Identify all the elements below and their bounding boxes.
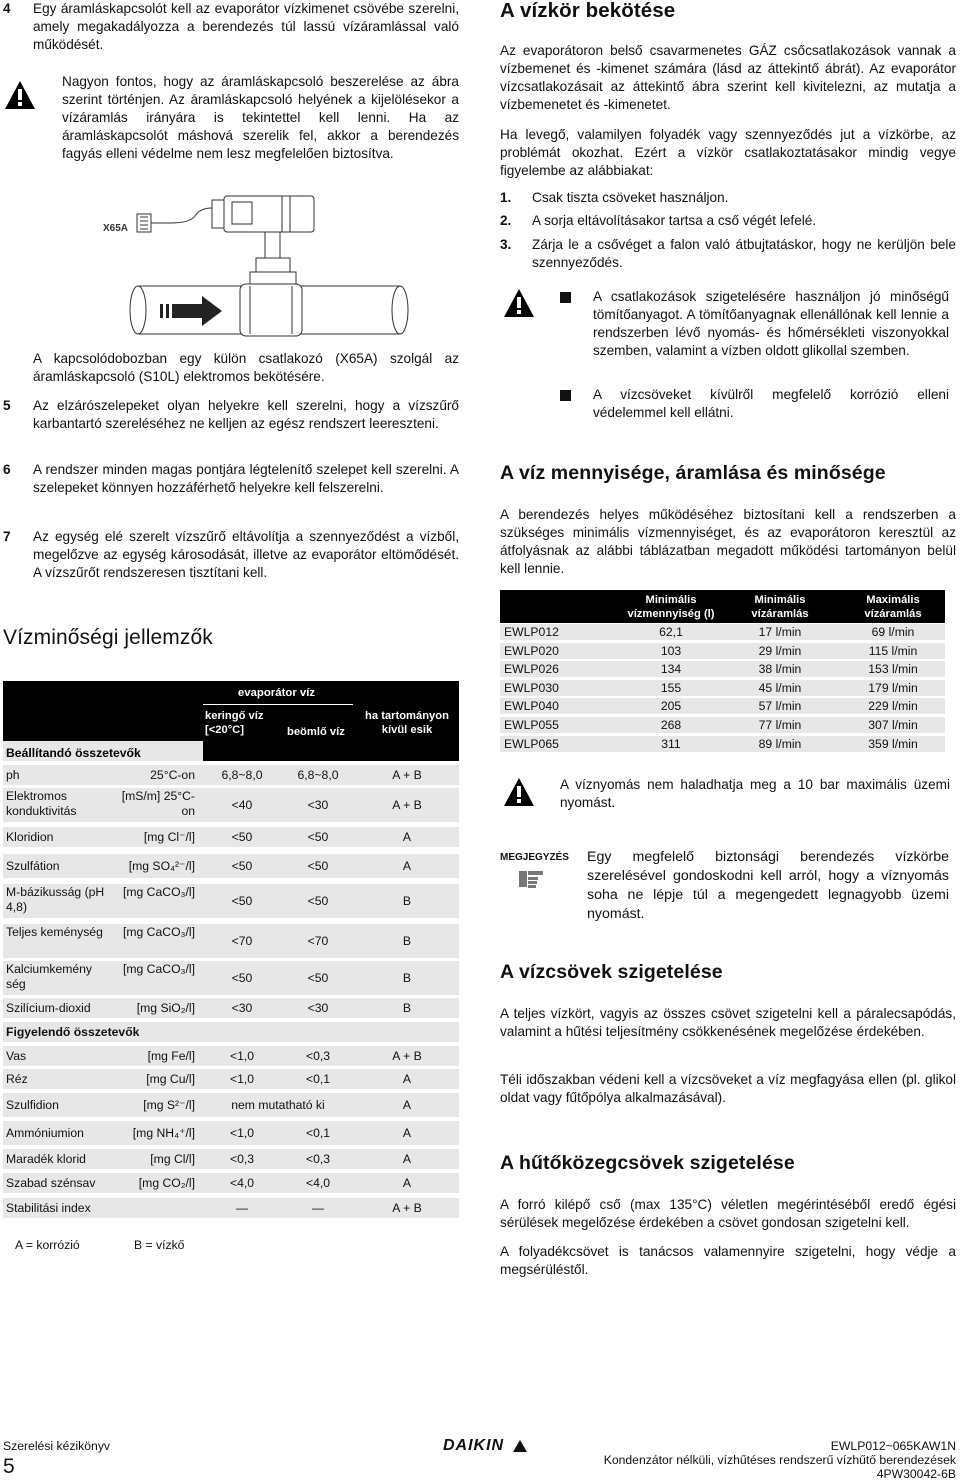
min-flow: 29 l/min — [758, 643, 802, 658]
quality-table-row — [3, 854, 459, 878]
component-name: Szilícium-dioxid — [6, 1001, 91, 1015]
list-number: 3. — [500, 237, 512, 252]
para-contamination: Ha levegő, valamilyen folyadék vagy szennyeződés jut a vízkörbe, az problémát okozhat. Ezért a vízkör csatlakoztatásakor mindig vegye figyelembe az alábbiakat: — [500, 127, 956, 178]
component-name: Szabad szénsav — [6, 1176, 96, 1190]
circulating-water-value: <50 — [231, 859, 253, 873]
component-unit: [mg S²⁻/l] — [143, 1098, 195, 1112]
out-of-range-value: A — [402, 1126, 412, 1140]
warning-flow-switch-text: Nagyon fontos, hogy az áramláskapcsoló beszerelése az ábra szerint történjen. Az áramláskapcsoló helyének a kijelölésekor a vízáramlás irányára is tekintettel kell lenni. Ha az áramláskapcsolót máshová szerelik fel, akkor a berendezés fagyás elleni védelme nem lesz megfelelően biztosítva. — [62, 74, 459, 161]
quality-table-row — [3, 788, 459, 822]
daikin-logo: DAIKIN — [443, 1437, 505, 1454]
quality-table-row — [3, 1173, 459, 1193]
para-liquid-pipe: A folyadékcsövet is tanácsos valamennyire szigetelni, hogy védje a megsérüléstől. — [500, 1244, 956, 1277]
out-of-range-value: B — [402, 1001, 412, 1015]
bullet-icon — [560, 390, 571, 401]
min-volume: 205 — [660, 699, 682, 714]
inlet-water-label: beömlő víz — [287, 726, 345, 738]
max-flow: 69 l/min — [871, 625, 915, 639]
para-min-water: A berendezés helyes működéséhez biztosítani kell a rendszerben a szükséges minimális vízmennyiséget, és az evaporátoron keresztül az átfolyásnak az alábbi táblázatban megadott működési tartományon belül kell lennie. — [500, 507, 956, 576]
min-flow: 38 l/min — [758, 662, 802, 677]
quality-table-row — [3, 1093, 459, 1117]
quality-table-row — [3, 1198, 459, 1218]
pointing-hand-icon — [517, 865, 545, 891]
inlet-water-value: 6,8~8,0 — [297, 768, 339, 782]
component-unit: [mg Cl/l] — [150, 1152, 195, 1166]
legend-scale: B = vízkő — [134, 1238, 185, 1252]
para-winter: Téli időszakban védeni kell a vízcsöveket a víz megfagyása ellen (pl. glikol oldat vagy fűtőpólya alkalmazásával). — [500, 1072, 956, 1105]
out-of-range-value: A — [402, 1072, 412, 1086]
inlet-water-value: <50 — [307, 894, 329, 908]
quality-table-row — [3, 1046, 459, 1066]
component-name: Maradék klorid — [6, 1152, 86, 1166]
component-unit: [mg Fe/l] — [147, 1049, 195, 1063]
model-name: EWLP065 — [504, 736, 559, 751]
item-7-text: Az egység elé szerelt vízszűrő eltávolítja a szennyeződést a vízből, megelőzve az egység károsodását, illetve az evaporátor eltömődését. A vízszűrőt rendszeresen tisztítani kell. — [33, 529, 459, 580]
list-item: Zárja le a csővéget a falon való átbujtatáskor, hogy ne kerüljön bele szennyeződés. — [532, 237, 956, 270]
component-name: Stabilitási index — [6, 1201, 91, 1215]
evaporator-water-label: evaporátor víz — [237, 687, 316, 699]
model-name: EWLP020 — [504, 643, 559, 658]
model-name: EWLP012 — [504, 625, 559, 639]
model-name: EWLP055 — [504, 718, 559, 732]
inlet-water-value: <70 — [307, 934, 329, 948]
component-name: ph — [6, 768, 20, 782]
quality-table-row — [3, 1121, 459, 1145]
circulating-water-value: <0,3 — [229, 1152, 255, 1166]
list-number: 1. — [500, 190, 512, 205]
warning-icon — [502, 776, 536, 808]
flow-table-row — [500, 661, 945, 677]
min-volume: 268 — [660, 718, 682, 732]
component-unit: [mg CaCO₃/l] — [122, 925, 195, 939]
circulating-water-value: <4,0 — [229, 1176, 255, 1190]
connector-label: X65A — [103, 223, 129, 234]
out-of-range-value: B — [402, 894, 412, 908]
out-of-range-value: A + B — [392, 1049, 422, 1063]
warning-icon — [502, 287, 536, 319]
max-flow: 307 l/min — [868, 718, 918, 732]
legend-corrosion: A = korrózió — [15, 1238, 80, 1252]
water-quality-heading: Vízminőségi jellemzők — [3, 626, 213, 649]
para-hot-pipe: A forró kilépő cső (max 135°C) véletlen megérintéséből eredő égési sérülések megelőzése érdekében a csövet gondosan szigetelni kell. — [500, 1197, 956, 1230]
inlet-water-value: <4,0 — [305, 1176, 331, 1190]
component-unit: [mg Cu/l] — [146, 1072, 195, 1086]
min-flow: 77 l/min — [758, 718, 802, 732]
item-number-7: 7 — [3, 529, 11, 544]
circulating-water-value: <1,0 — [229, 1072, 255, 1086]
quality-table-row — [3, 1149, 459, 1169]
circulating-water-value: <1,0 — [229, 1126, 255, 1140]
component-unit: [mg CaCO₃/l] — [122, 962, 195, 976]
min-flow: 89 l/min — [758, 736, 802, 751]
component-name: Kalciumkemény ség — [6, 962, 93, 991]
flow-table-header: Minimális vízmennyiség (l) Minimális vízáramlás Maximális vízáramlás — [500, 590, 945, 623]
min-volume: 62,1 — [659, 625, 683, 639]
inlet-water-value: <0,3 — [305, 1152, 331, 1166]
max-flow: 115 l/min — [868, 643, 918, 658]
item-4-text: Egy áramláskapcsolót kell az evaporátor vízkimenet csövébe szerelni, amely megakadályozza a berendezés túl lassú vízáramlással való működését. — [33, 1, 459, 52]
model-name: EWLP040 — [504, 699, 559, 714]
min-volume: 311 — [661, 736, 681, 751]
min-flow: 57 l/min — [758, 699, 802, 714]
item-number-5: 5 — [3, 398, 11, 413]
circulating-water-value: <1,0 — [229, 1049, 255, 1063]
out-of-range-value: A — [402, 859, 412, 873]
quality-table-row — [3, 884, 459, 918]
component-name: Teljes keménység — [6, 925, 103, 939]
flow-switch-diagram — [100, 188, 410, 338]
model-name: EWLP026 — [504, 662, 559, 677]
para-insulation: A teljes vízkört, vagyis az összes csövet szigetelni kell a páralecsapódás, valamint a hűtési teljesítmény csökkenésének megelőzése érdekében. — [500, 1006, 956, 1039]
note-label: MEGJEGYZÉS — [500, 852, 569, 863]
out-of-range-value: A + B — [392, 1201, 422, 1215]
out-of-range-value: A — [402, 1098, 412, 1112]
circulating-water-value: <50 — [231, 971, 253, 985]
out-of-range-value: A + B — [392, 798, 422, 812]
inlet-water-value: <30 — [307, 1001, 329, 1015]
bullet-icon — [560, 292, 571, 303]
max-flow: 153 l/min — [868, 662, 918, 677]
footer-page-number: 5 — [3, 1455, 15, 1478]
inlet-water-value: <30 — [307, 798, 329, 812]
note-text: Egy megfelelő biztonsági berendezés vízkörbe szerelésével gondoskodni kell arról, hogy a víznyomás soha ne lépje túl a megengedett legnagyobb üzemi nyomást. — [587, 849, 949, 922]
component-name: Vas — [6, 1049, 27, 1063]
circulating-water-value: <50 — [231, 830, 253, 844]
inlet-water-value: <0,1 — [305, 1072, 331, 1086]
circulating-water-value: <50 — [231, 894, 253, 908]
flow-table-row — [500, 643, 945, 659]
component-unit: 25°C-on — [150, 768, 195, 782]
water-circuit-heading: A vízkör bekötése — [500, 0, 676, 22]
out-of-range-value: B — [402, 971, 412, 985]
list-item: A sorja eltávolításakor tartsa a cső végét lefelé. — [532, 213, 817, 228]
circulating-water-value: — — [235, 1201, 249, 1215]
min-volume: 134 — [660, 662, 682, 677]
footer-code: 4PW30042-6B — [876, 1467, 956, 1481]
max-flow: 179 l/min — [868, 680, 918, 695]
inlet-water-value: <50 — [307, 971, 329, 985]
daikin-logo-mark — [513, 1440, 527, 1452]
warning-pressure-text: A víznyomás nem haladhatja meg a 10 bar maximális üzemi nyomást. — [560, 777, 950, 810]
min-volume: 103 — [660, 643, 682, 658]
diagram-caption: A kapcsolódobozban egy külön csatlakozó (X65A) szolgál az áramláskapcsoló (S10L) elektromos bekötésére. — [33, 351, 459, 384]
item-number-4: 4 — [3, 1, 11, 16]
quality-table-row — [3, 961, 459, 995]
circulating-water-value: <40 — [231, 798, 253, 812]
out-of-range-value: A + B — [392, 768, 422, 782]
quality-table-row — [3, 924, 459, 958]
component-name: Réz — [6, 1072, 28, 1086]
pipe-insulation-heading: A vízcsövek szigetelése — [500, 961, 723, 983]
warning-icon — [3, 79, 37, 111]
flow-table-row — [500, 680, 945, 696]
section-settable-components: Beállítandó összetevők — [6, 746, 141, 760]
inlet-water-value: <0,1 — [305, 1126, 331, 1140]
circulating-water-value: <30 — [231, 1001, 253, 1015]
out-of-range-value: A — [402, 1152, 412, 1166]
section-watch-components-row: Figyelendő összetevők — [3, 1022, 459, 1042]
para-connections: Az evaporátoron belső csavarmenetes GÁZ csőcsatlakozások vannak a vízbemenet és -kimenet számára (lásd az áttekintő ábrát). Az evaporátor vízcsatlakozásait az áttekintő ábra szerint kell kivitelezni, az mutatja a vízbemenetet és -kimenetet. — [500, 43, 956, 112]
min-flow: 17 l/min — [758, 625, 802, 639]
circulating-water-value: nem mutatható ki — [231, 1098, 325, 1112]
water-quantity-heading: A víz mennyisége, áramlása és minősége — [500, 462, 886, 484]
list-number: 2. — [500, 213, 512, 228]
circulating-water-value: <70 — [231, 934, 253, 948]
footer-model: EWLP012~065KAW1N — [830, 1439, 956, 1453]
component-name: Szulfidion — [6, 1098, 59, 1112]
circulating-water-value: 6,8~8,0 — [221, 768, 263, 782]
component-name: Szulfátion — [6, 859, 60, 873]
max-flow: 229 l/min — [868, 699, 918, 714]
bullet-corrosion: A vízcsöveket kívülről megfelelő korrózió elleni védelemmel kell ellátni. — [593, 387, 949, 420]
quality-table-header — [3, 681, 459, 761]
component-unit: [mg SiO₂/l] — [136, 1001, 195, 1015]
component-unit: [mg Cl⁻/l] — [143, 830, 195, 844]
component-unit: [mg SO₄²⁻/l] — [128, 859, 195, 873]
flow-table-row — [500, 624, 945, 640]
component-name: Elektromos konduktivitás — [6, 789, 77, 818]
quality-table-row — [3, 998, 459, 1018]
inlet-water-value: — — [311, 1201, 325, 1215]
inlet-water-value: <0,3 — [305, 1049, 331, 1063]
item-number-6: 6 — [3, 462, 11, 477]
component-name: Kloridion — [6, 830, 54, 844]
out-of-range-value: A — [402, 830, 412, 844]
component-name: Ammóniumion — [6, 1126, 84, 1140]
quality-table-row — [3, 1069, 459, 1089]
quality-table-row — [3, 827, 459, 847]
refrigerant-insulation-heading: A hűtőközegcsövek szigetelése — [500, 1152, 795, 1174]
quality-table-row — [3, 765, 459, 785]
list-item: Csak tiszta csöveket használjon. — [532, 190, 729, 205]
min-flow: 45 l/min — [758, 680, 802, 695]
item-5-text: Az elzárószelepeket olyan helyekre kell szerelni, hogy a vízszűrő karbantartó szereléséhez ne kelljen az egész rendszert leereszteni. — [33, 398, 459, 431]
out-of-range-label: ha tartományon kívül esik — [365, 710, 449, 736]
out-of-range-value: B — [402, 934, 412, 948]
component-unit: [mg CaCO₃/l] — [122, 885, 195, 899]
bullet-sealant: A csatlakozások szigetelésére használjon jó minőségű tömítőanyagot. A tömítőanyagnak ellenállónak kell lennie a rendszerben lévő nyomás- és hőmérsékleti viszonyokkal szemben, valamint a vízben oldott glikollal szemben. — [593, 289, 949, 358]
flow-table-row — [500, 736, 945, 752]
max-flow: 359 l/min — [868, 736, 918, 751]
inlet-water-value: <50 — [307, 859, 329, 873]
out-of-range-value: A — [402, 1176, 412, 1190]
flow-table-row — [500, 717, 945, 733]
item-6-text: A rendszer minden magas pontjára légtelenítő szelepet kell szerelni. A szelepeket könnyen hozzáférhető helyekre kell felszerelni. — [33, 462, 459, 495]
component-unit: [mg NH₄⁺/l] — [132, 1126, 195, 1140]
component-name: M-bázikusság (pH 4,8) — [6, 885, 105, 914]
footer-manual: Szerelési kézikönyv — [3, 1439, 111, 1453]
flow-table-row — [500, 698, 945, 714]
component-unit: [mS/m] 25°C-on — [121, 789, 195, 818]
inlet-water-value: <50 — [307, 830, 329, 844]
footer-description: Kondenzátor nélküli, vízhűtéses rendszerű vízhűtő berendezések — [603, 1453, 956, 1467]
min-volume: 155 — [660, 680, 682, 695]
circulating-water-label: keringő víz [<20°C] — [205, 710, 264, 736]
model-name: EWLP030 — [504, 680, 559, 695]
component-unit: [mg CO₂/l] — [138, 1176, 195, 1190]
